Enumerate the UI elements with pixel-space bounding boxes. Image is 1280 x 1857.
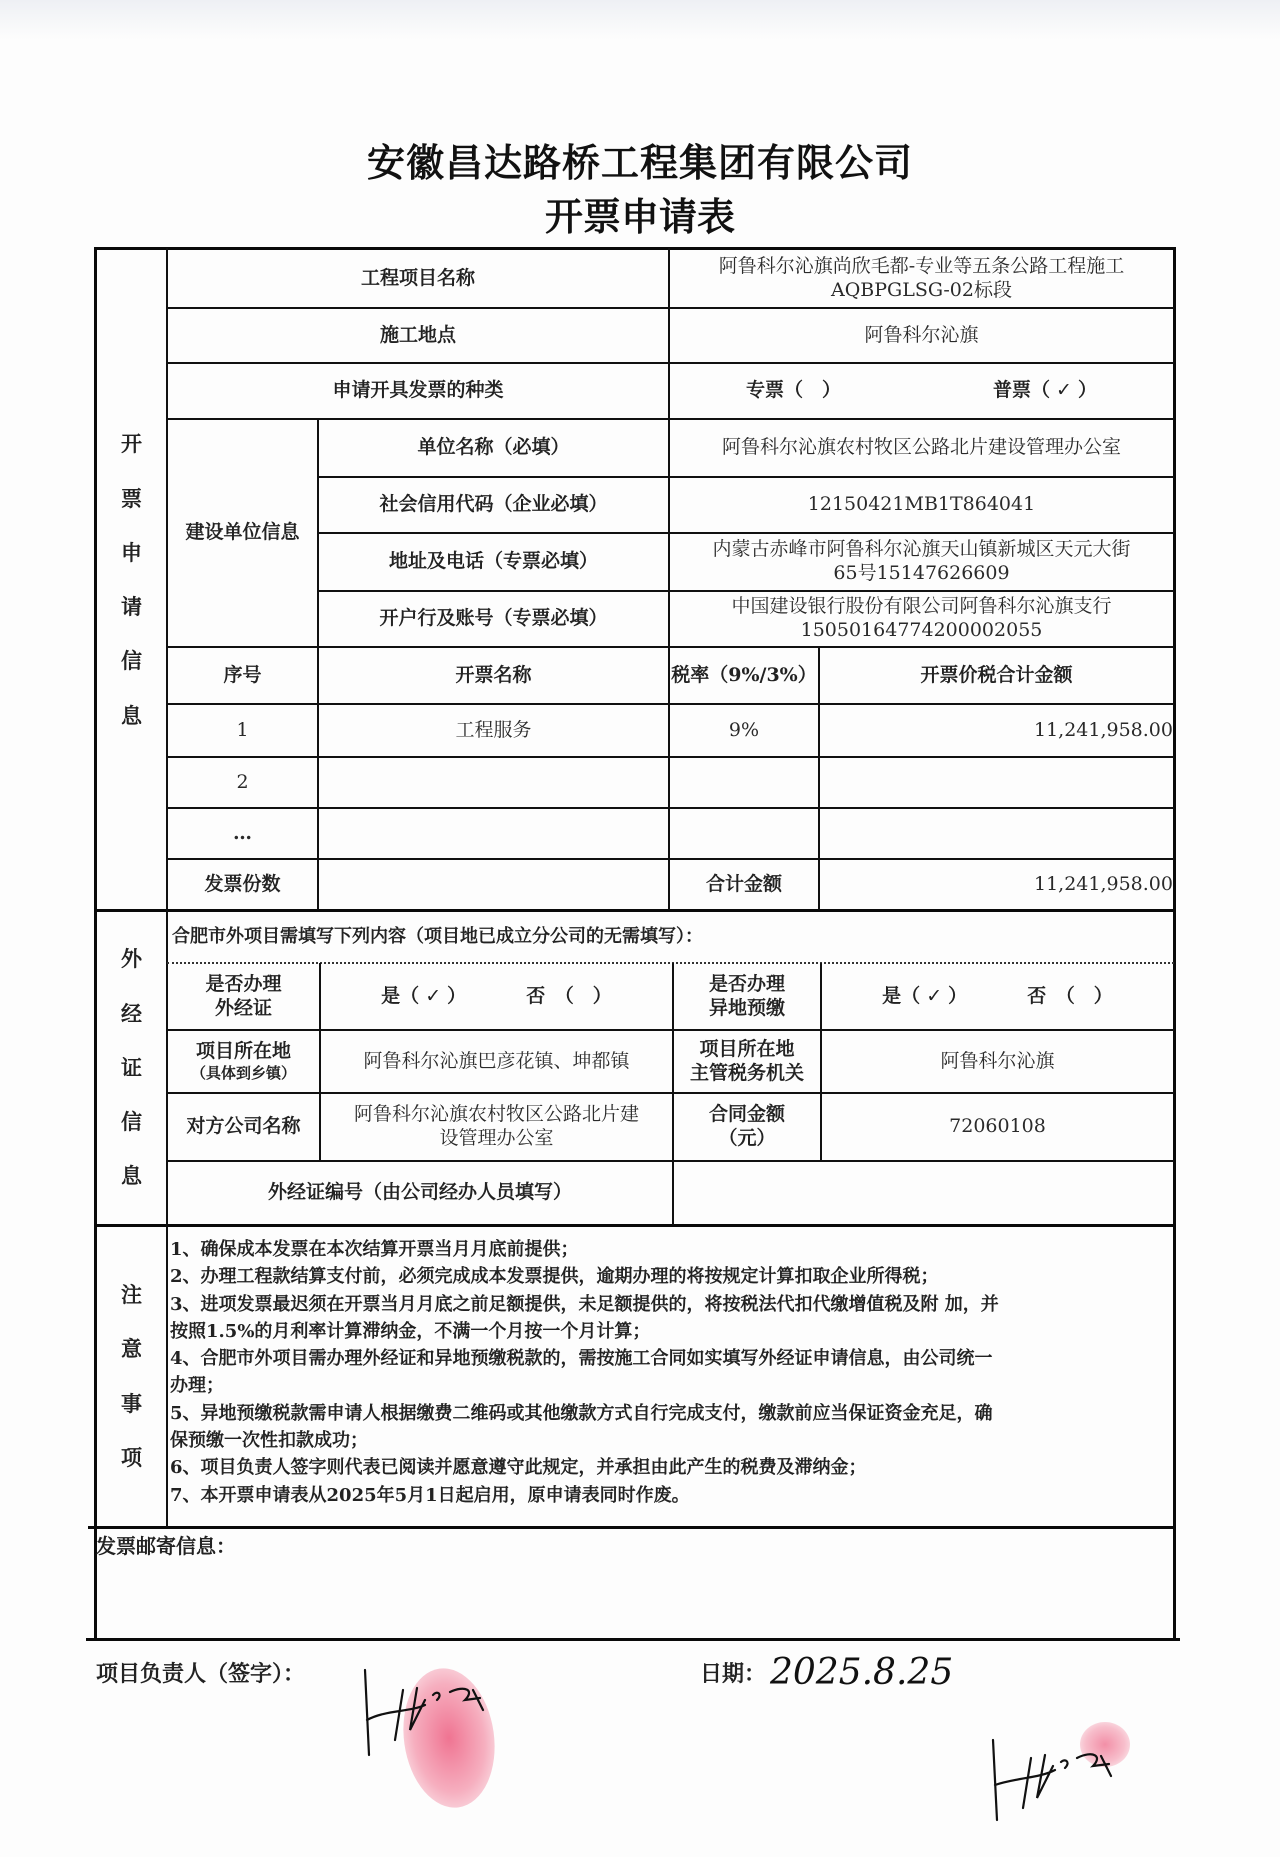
contract-amount-field[interactable]: 72060108 [949, 1115, 1046, 1138]
option-label: 是（ [381, 985, 420, 1008]
contract-amount-label [674, 1094, 820, 1160]
address-line2: 65号15147626609 [833, 562, 1010, 584]
label-line: 异地预缴 [708, 997, 785, 1019]
project-name-field[interactable] [670, 250, 1173, 307]
note-line: 4、合肥市外项目需办理外经证和异地预缴税款的，需按施工合同如实填写外经证申请信息，由公司统一 [170, 1348, 993, 1370]
option-label: 是（ [882, 985, 921, 1008]
label-line: （具体到乡镇） [190, 1064, 296, 1082]
section-char: 票 [121, 485, 142, 511]
invoice-type-label: 申请开具发票的种类 [332, 379, 504, 402]
note-line: 按照1.5%的月利率计算滞纳金，不满一个月按一个月计算； [170, 1320, 651, 1342]
handwritten-signature [355, 1660, 515, 1770]
location-label [168, 1031, 319, 1092]
tax-office-label [674, 1031, 820, 1092]
bank-line1: 中国建设银行股份有限公司阿鲁科尔沁旗支行 [731, 595, 1112, 618]
total-amount-field[interactable]: 11,241,958.00 [1033, 872, 1173, 895]
address-field[interactable] [670, 534, 1173, 590]
section-label-notes [97, 1227, 166, 1526]
row-rate-field[interactable] [670, 758, 818, 807]
special-invoice-option[interactable]: 专票（ ） [746, 379, 842, 402]
label-line: 合同金额 [708, 1103, 785, 1126]
builder-group-label: 建设单位信息 [185, 521, 300, 544]
credit-code-label: 社会信用代码（企业必填） [379, 493, 608, 516]
normal-invoice-option[interactable] [993, 379, 1097, 403]
checkmark-icon: ✓ [1056, 379, 1072, 402]
row-seq: … [233, 821, 252, 844]
section-char: 意 [121, 1336, 142, 1362]
site-label: 施工地点 [379, 323, 456, 346]
section-char: 项 [121, 1444, 142, 1470]
cert-number-field[interactable] [674, 1162, 1173, 1224]
label-line: 项目所在地 [195, 1040, 291, 1063]
note-line: 7、本开票申请表从2025年5月1日起启用，原申请表同时作废。 [170, 1484, 690, 1506]
section-label-external-cert [97, 912, 166, 1224]
bank-line2: 15050164774200002055 [800, 619, 1043, 641]
section-char: 申 [121, 539, 142, 565]
notes-list [170, 1236, 1170, 1509]
label-line: 主管税务机关 [689, 1061, 804, 1084]
credit-code-field[interactable]: 12150421MB1T864041 [807, 493, 1036, 516]
col-header-name: 开票名称 [455, 663, 532, 686]
cert-options [321, 965, 672, 1029]
handwritten-signature [985, 1730, 1145, 1830]
paren-close: ） [1077, 379, 1097, 402]
counterparty-label: 对方公司名称 [186, 1115, 301, 1138]
scan-edge-shadow [0, 0, 1280, 40]
form-title: 开票申请表 [544, 195, 735, 239]
label-line: 外经证 [214, 997, 272, 1019]
tax-office-field[interactable]: 阿鲁科尔沁旗 [940, 1049, 1055, 1072]
row-name-field[interactable] [319, 809, 668, 858]
row-amount-field[interactable] [820, 758, 1175, 807]
signer-label: 项目负责人（签字）： [96, 1661, 306, 1687]
note-line: 保预缴一次性扣款成功； [170, 1430, 368, 1452]
section-label-invoice-info [97, 420, 166, 740]
project-name-line2: AQBPGLSG-02标段 [831, 278, 1012, 301]
section-char: 息 [121, 702, 142, 728]
section-char: 信 [121, 1109, 142, 1135]
value-line: 设管理办公室 [439, 1127, 554, 1149]
note-line: 1、确保成本发票在本次结算开票当月月底前提供； [170, 1239, 579, 1260]
unit-name-label: 单位名称（必填） [417, 436, 570, 459]
section-char: 经 [121, 1000, 142, 1026]
section-char: 注 [121, 1282, 142, 1307]
note-line: 2、办理工程款结算支付前，必须完成成本发票提供，逾期办理的将按规定计算扣取企业所得税； [170, 1266, 939, 1288]
row-rate-field[interactable]: 9% [728, 718, 760, 741]
label-line: 是否办理 [708, 973, 785, 996]
cert-no-option[interactable]: 否 （ ） [526, 985, 612, 1008]
project-name-label: 工程项目名称 [360, 266, 475, 289]
label-line: 项目所在地 [699, 1037, 795, 1060]
cert-number-label: 外经证编号（由公司经办人员填写） [267, 1181, 572, 1204]
paren-close: ） [447, 985, 467, 1008]
address-label: 地址及电话（专票必填） [388, 550, 598, 573]
row-amount-field[interactable] [820, 809, 1175, 858]
address-line1: 内蒙古赤峰市阿鲁科尔沁旗天山镇新城区天元大街 [712, 538, 1131, 561]
company-title: 安徽昌达路桥工程集团有限公司 [366, 141, 913, 185]
prepay-options [822, 965, 1173, 1029]
note-line: 6、项目负责人签字则代表已阅读并愿意遵守此规定，并承担由此产生的税费及滞纳金； [170, 1457, 867, 1479]
section-char: 开 [121, 431, 142, 457]
row-seq: 1 [236, 718, 249, 741]
row-name-field[interactable] [319, 758, 668, 807]
prepay-yes-option[interactable] [882, 985, 967, 1009]
checkmark-icon: ✓ [425, 985, 442, 1008]
mailing-label: 发票邮寄信息： [96, 1534, 236, 1558]
section-char: 信 [121, 648, 142, 674]
normal-invoice-label: 普票（ [993, 379, 1051, 402]
bank-label: 开户行及账号（专票必填） [379, 607, 608, 630]
mailing-field[interactable] [97, 1560, 1172, 1636]
row-seq: 2 [236, 770, 249, 793]
row-rate-field[interactable] [670, 809, 818, 858]
cert-yes-option[interactable] [381, 985, 466, 1009]
invoice-count-field[interactable] [319, 860, 668, 909]
note-line: 3、进项发票最迟须在开票当月月底之前足额提供，未足额提供的，将按税法代扣代缴增值税及附 加，并 [170, 1293, 999, 1315]
row-name-field[interactable]: 工程服务 [455, 718, 532, 741]
site-field[interactable]: 阿鲁科尔沁旗 [864, 323, 979, 346]
section-char: 证 [121, 1054, 142, 1080]
location-field[interactable]: 阿鲁科尔沁旗巴彦花镇、坤都镇 [363, 1049, 630, 1072]
date-label: 日期： [700, 1661, 767, 1687]
project-name-line1: 阿鲁科尔沁旗尚欣毛都-专业等五条公路工程施工 [718, 254, 1125, 277]
section-char: 息 [121, 1163, 142, 1189]
section-char: 请 [121, 594, 142, 619]
total-amount-label: 合计金额 [705, 872, 782, 895]
paren-close: ） [948, 985, 968, 1008]
date-field[interactable]: 2025.8.25 [770, 1652, 954, 1693]
prepay-question-label [674, 965, 820, 1029]
note-line: 办理； [170, 1375, 224, 1397]
label-line: 是否办理 [205, 973, 282, 996]
label-line: （元） [718, 1127, 776, 1149]
col-header-rate: 税率（9%/3%） [671, 663, 817, 686]
col-header-amount: 开票价税合计金额 [920, 663, 1073, 686]
cert-question-label [168, 965, 319, 1029]
col-header-seq: 序号 [223, 663, 262, 686]
bank-field[interactable] [670, 592, 1173, 646]
counterparty-field[interactable] [321, 1094, 672, 1160]
unit-name-field[interactable]: 阿鲁科尔沁旗农村牧区公路北片建设管理办公室 [721, 436, 1121, 459]
external-instruction: 合肥市外项目需填写下列内容（项目地已成立分公司的无需填写）： [172, 925, 703, 947]
invoice-count-label: 发票份数 [204, 872, 281, 895]
section-char: 外 [121, 946, 142, 972]
invoice-type-options [670, 364, 1173, 418]
section-char: 事 [121, 1390, 142, 1416]
prepay-no-option[interactable]: 否 （ ） [1027, 985, 1113, 1008]
row-amount-field[interactable]: 11,241,958.00 [1033, 718, 1173, 741]
checkmark-icon: ✓ [926, 985, 943, 1008]
note-line: 5、异地预缴税款需申请人根据缴费二维码或其他缴款方式自行完成支付，缴款前应当保证资金充足，确 [170, 1402, 993, 1424]
value-line: 阿鲁科尔沁旗农村牧区公路北片建 [353, 1103, 639, 1126]
